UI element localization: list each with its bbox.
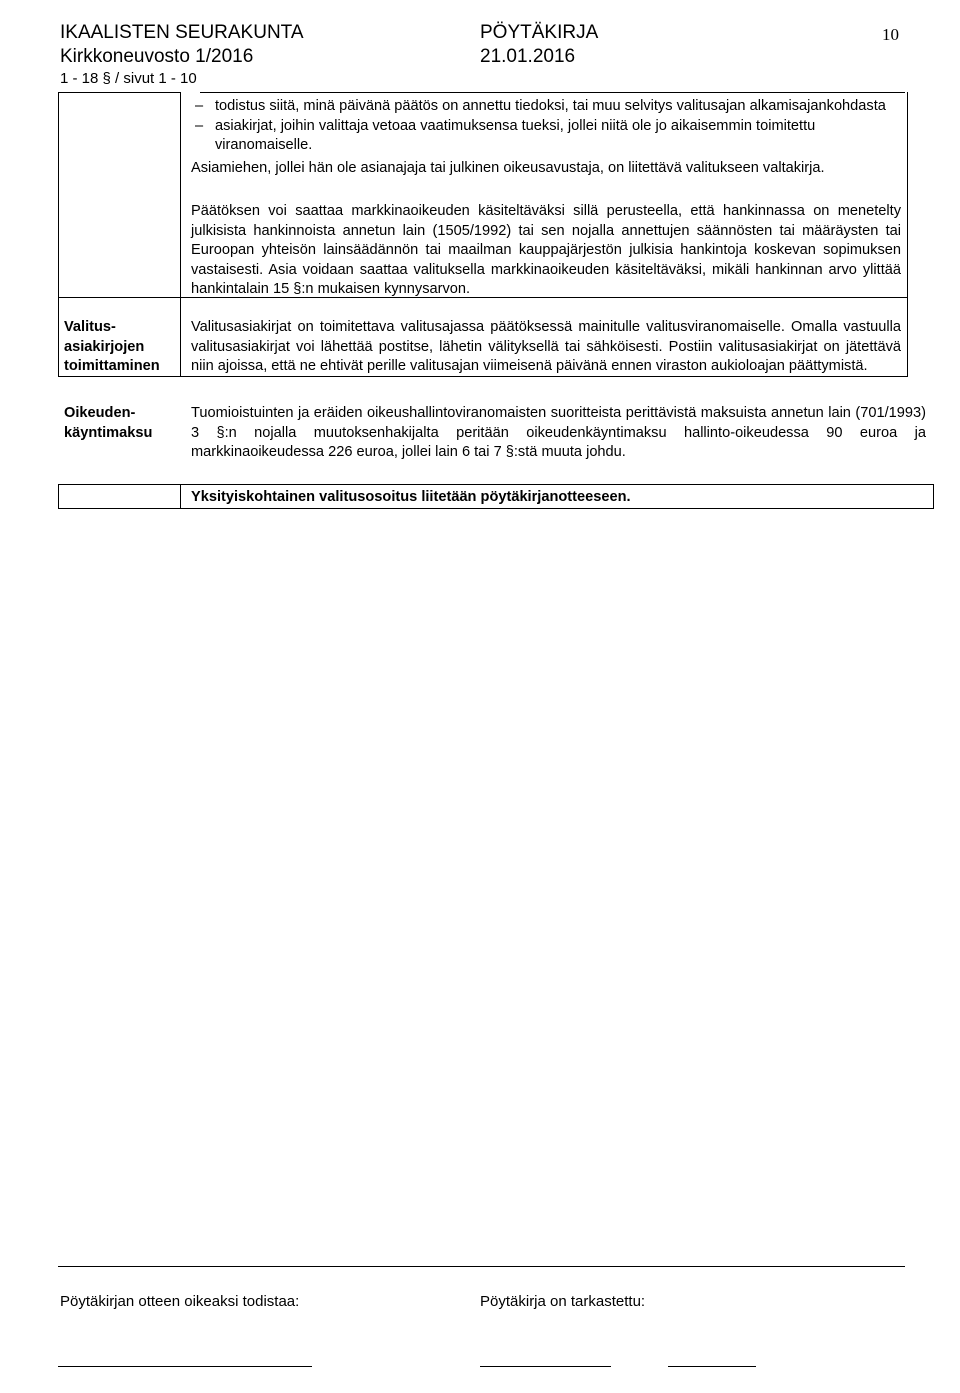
page-number: 10 bbox=[882, 25, 899, 44]
attorney-paragraph: Asiamiehen, jollei hän ole asianajaja tai julkinen oikeusavustaja, on liitettävä valitukseen valtakirja. bbox=[191, 160, 825, 176]
section2-label: Valitus- asiakirjojen toimittaminen bbox=[64, 319, 160, 374]
meeting-date: 21.01.2016 bbox=[480, 46, 576, 67]
list-item-text: asiakirjat, joihin valittaja vetoaa vaatimuksensa tueksi, jollei niitä ole jo aikaisemmin toimitettu viranomaiselle. bbox=[215, 117, 816, 153]
market-court-paragraph: Päätöksen voi saattaa markkinaoikeuden käsiteltäväksi sillä perusteella, että hankinnassa on menetelty julkisista hankinnoista annetun lain (1505/1992) tai sen nojalla annettujen säännösten tai määräysten tai Euroopan yhteisön lainsäädännön tai maailman kauppajärjestön julkisia hankintoja koskevan sopimuksen vastaisesti. Asia voidaan saattaa valituksella markkinaoikeuden käsiteltäväksi, mikäli hankinnan arvo ylittää hankintalain 15 §:n mukaisen kynnysarvon. bbox=[191, 203, 901, 297]
sections-pages: 1 - 18 § / sivut 1 - 10 bbox=[60, 70, 197, 87]
signature-line-inspector-2 bbox=[668, 1366, 756, 1367]
inspection-label: Pöytäkirja on tarkastettu: bbox=[480, 1293, 646, 1310]
footer-rule bbox=[58, 1266, 905, 1267]
list-item-text: todistus siitä, minä päivänä päätös on annettu tiedoksi, tai muu selvitys valitusajan alkamisajankohdasta bbox=[215, 98, 886, 114]
section3-label: Oikeuden- käyntimaksu bbox=[64, 405, 153, 441]
section1-label-cell bbox=[58, 92, 181, 298]
meeting-name: Kirkkoneuvosto 1/2016 bbox=[60, 46, 254, 67]
section4-label-cell bbox=[58, 484, 181, 509]
list-item: – asiakirjat, joihin valittaja vetoaa vaatimuksensa tueksi, jollei niitä ole jo aikaisemmin toimitettu viranomaiselle. bbox=[194, 117, 816, 153]
section3-text: Tuomioistuinten ja eräiden oikeushallintoviranomaisten suoritteista perittävistä maksuista annetun lain (701/1993) 3 §:n nojalla muutoksenhakijalta peritään oikeudenkäyntimaksu hallinto-oikeudessa 90 euroa ja markkinaoikeudessa 226 euroa, jollei lain 6 tai 7 §:stä muuta johdu. bbox=[191, 405, 926, 460]
document-type: PÖYTÄKIRJA bbox=[480, 22, 599, 43]
section2-text: Valitusasiakirjat on toimitettava valitusajassa päätöksessä mainitulle valitusviranomaiselle. Omalla vastuulla valitusasiakirjat voi lähettää postitse, lähetin välityksellä tai sähköisesti. Postiin valitusasiakirjat on jätettävä niin ajoissa, että ne ehtivät perille valitusajan viimeisenä päivänä ennen viraston aukioloajan päättymistä. bbox=[191, 319, 901, 374]
signature-line-inspector-1 bbox=[480, 1366, 611, 1367]
section4-text: Yksityiskohtainen valitusosoitus liitetään pöytäkirjanotteeseen. bbox=[191, 489, 631, 505]
signature-line-certifier bbox=[58, 1366, 312, 1367]
certification-label: Pöytäkirjan otteen oikeaksi todistaa: bbox=[60, 1293, 300, 1310]
list-item: – todistus siitä, minä päivänä päätös on annettu tiedoksi, tai muu selvitys valitusajan alkamisajankohdasta bbox=[194, 98, 886, 114]
org-name: IKAALISTEN SEURAKUNTA bbox=[60, 22, 304, 43]
section1-content bbox=[191, 97, 901, 156]
